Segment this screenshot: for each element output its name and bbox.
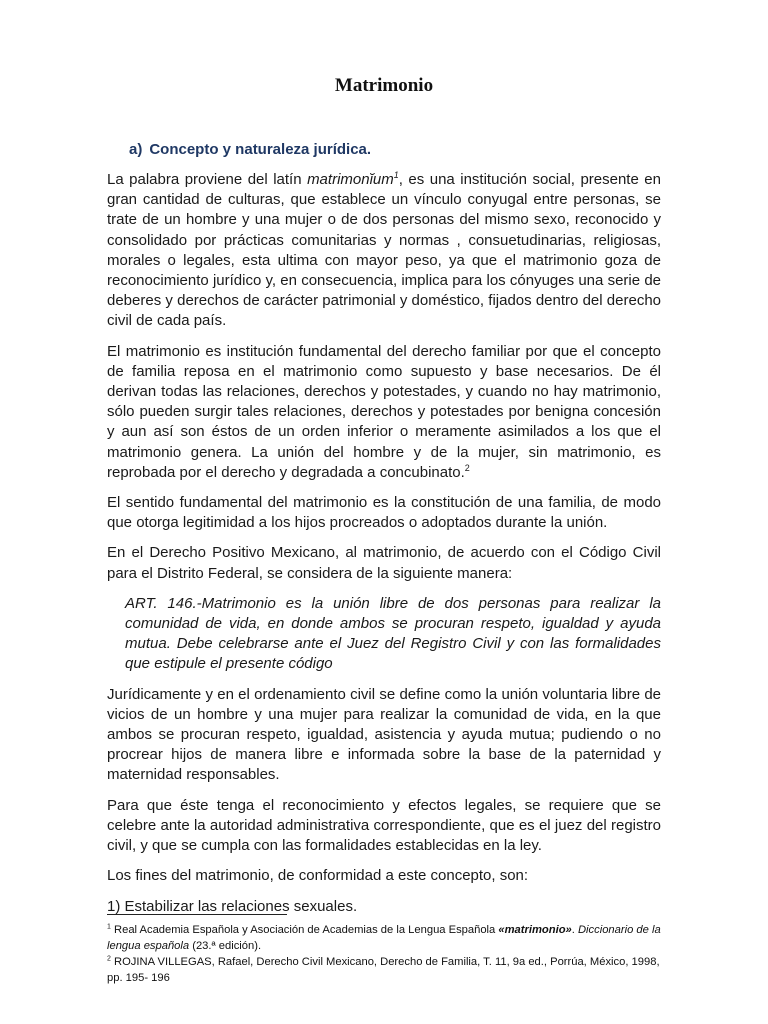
section-heading-text: Concepto y naturaleza jurídica. [149,141,372,158]
page-title: Matrimonio [334,75,434,96]
paragraph-7: Los fines del matrimonio, de conformidad a este concepto, son: [107,867,529,885]
paragraph-8: 1) Estabilizar las relaciones sexuales. [107,897,358,915]
paragraph-4: En el Derecho Positivo Mexicano, al matrimonio, de acuerdo con el Código Civil para el Distrito Federal, se considera de la siguiente manera: [107,544,661,582]
footnote-2-text: ROJINA VILLEGAS, Rafael, Derecho Civil Mexicano, Derecho de Familia, T. 11, 9a ed., Porrúa, México, 1998, pp. 195- 196 [107,956,660,984]
footnote-1-number: 1 [107,923,111,931]
legal-quote: ART. 146.-Matrimonio es la unión libre de dos personas para realizar la comunidad de vida, en donde ambos se procuran respeto, igualdad y ayuda mutua. Debe celebrarse ante el Juez del Registro Civil y con las formalidades que estipule el presente código [125,594,661,673]
section-marker: a) [129,141,143,158]
paragraph-1 [107,170,661,332]
section-heading [129,141,371,158]
footnote-1-sep: . [571,924,578,936]
footnote-ref-2: 2 [464,462,470,473]
p1-text-after: , es una institución social, presente en gran cantidad de culturas, que establece un vínculo conyugal entre personas, se trate de un hombre y una mujer o de dos personas del mismo sexo, reconocido y consolidado por prácticas comunitarias y normas , consuetudinarias, religiosas, morales o legales, esta ultima con mayor peso, ya que el matrimonio goza de reconocimiento jurídico y, en consecuencia, implica para los cónyuges una serie de deberes y derechos de carácter patrimonial y doméstico, fijados dentro del derecho civil de cada país. [107,171,661,330]
p2-text: El matrimonio es institución fundamental del derecho familiar por que el concepto de familia reposa en el matrimonio como supuesto y base necesarios. De él derivan todas las relaciones, derechos y potestades, y cuando no hay matrimonio, sólo pueden surgir tales relaciones, derechos y potestades por benigna concesión y aun así son éstos de un orden inferior o meramente asimilados a los que el matrimonio genera. La unión del hombre y de la mujer, sin matrimonio, es reprobada por el derecho y degradada a concubinato. [107,342,661,481]
footnote-1-source: Real Academia Española y Asociación de Academias de la Lengua Española [110,924,499,936]
footnote-2 [107,954,661,986]
paragraph-3: El sentido fundamental del matrimonio es la constitución de una familia, de modo que otorga legitimidad a los hijos procreados o adoptados durante la unión. [107,494,661,532]
paragraph-2 [107,342,661,483]
footnotes [107,922,661,986]
footnote-2-number: 2 [107,955,111,963]
footnote-1 [107,922,661,954]
footnote-1-work: Diccionario de la lengua española [107,924,661,952]
paragraph-5: Jurídicamente y en el ordenamiento civil se define como la unión voluntaria libre de vicios de un hombre y una mujer para realizar la comunidad de vida, en la que ambos se procuran respeto, igualdad, asistencia y ayuda mutua; pudiendo o no procrear hijos de manera libre e informada sobre la base de la paternidad y maternidad responsables. [107,685,661,784]
p1-text-before: La palabra proviene del latín [107,171,308,188]
latin-term: matrimonĭum [307,171,394,188]
document-body [107,170,661,927]
footnote-1-edition: (23.ª edición). [189,940,262,952]
paragraph-6: Para que éste tenga el reconocimiento y efectos legales, se requiere que se celebre ante la autoridad administrativa correspondiente, que es el juez del registro civil, y que se cumpla con las formalidades establecidas en la ley. [107,796,661,855]
footnote-1-term: «matrimonio» [498,924,572,936]
footnote-divider [107,914,287,915]
footnote-ref-1: 1 [393,170,399,180]
